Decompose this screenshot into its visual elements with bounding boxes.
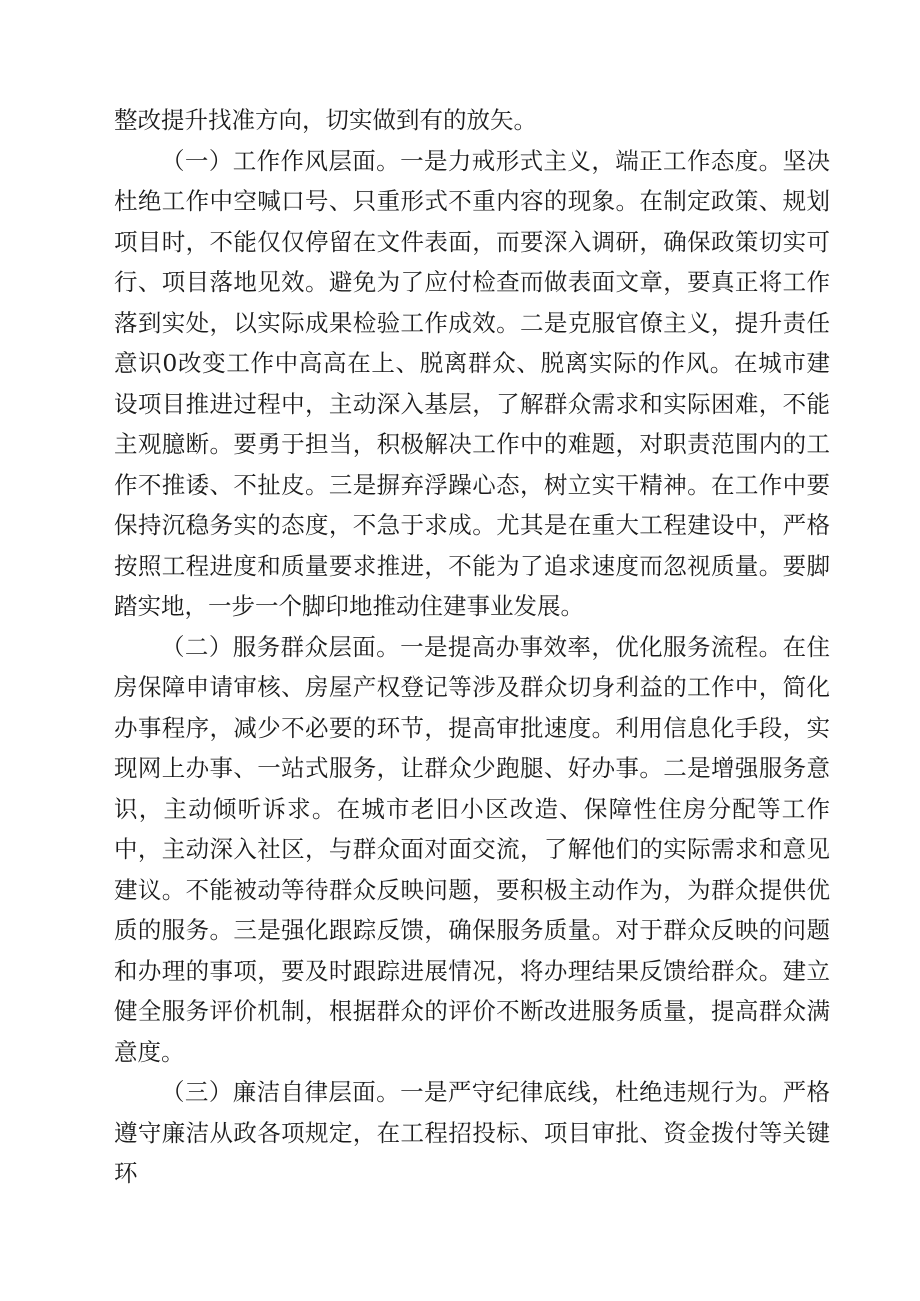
paragraph-work-style: （一）工作作风层面。一是力戒形式主义，端正工作态度。坚决杜绝工作中空喊口号、只重形式不重内容的现象。在制定政策、规划项目时，不能仅仅停留在文件表面，而要深入调研，确保政策切实可行、项目落地见效。避免为了应付检查而做表面文章，要真正将工作落到实处，以实际成果检验工作成效。二是克服官僚主义，提升责任意识0改变工作中高高在上、脱离群众、脱离实际的作风。在城市建设项目推进过程中，主动深入基层，了解群众需求和实际困难，不能主观臆断。要勇于担当，积极解决工作中的难题，对职责范围内的工作不推诿、不扯皮。三是摒弃浮躁心态，树立实干精神。在工作中要保持沉稳务实的态度，不急于求成。尤其是在重大工程建设中，严格按照工程进度和质量要求推进，不能为了追求速度而忽视质量。要脚踏实地，一步一个脚印地推动住建事业发展。	[114, 146, 830, 620]
paragraph-continuation: 整改提升找准方向，切实做到有的放矢。	[114, 106, 537, 134]
paragraph-integrity: （三）廉洁自律层面。一是严守纪律底线，杜绝违规行为。严格遵守廉洁从政各项规定，在工程招投标、项目审批、资金拨付等关键环	[114, 1078, 830, 1187]
paragraph-serving-public: （二）服务群众层面。一是提高办事效率，优化服务流程。在住房保障申请审核、房屋产权登记等涉及群众切身利益的工作中，简化办事程序，减少不必要的环节，提高审批速度。利用信息化手段，实现网上办事、一站式服务，让群众少跑腿、好办事。二是增强服务意识，主动倾听诉求。在城市老旧小区改造、保障性住房分配等工作中，主动深入社区，与群众面对面交流，了解他们的实际需求和意见建议。不能被动等待群众反映问题，要积极主动作为，为群众提供优质的服务。三是强化跟踪反馈，确保服务质量。对于群众反映的问题和办理的事项，要及时跟踪进展情况，将办理结果反馈给群众。建立健全服务评价机制，根据群众的评价不断改进服务质量，提高群众满意度。	[114, 632, 830, 1066]
document-body	[114, 100, 830, 1194]
